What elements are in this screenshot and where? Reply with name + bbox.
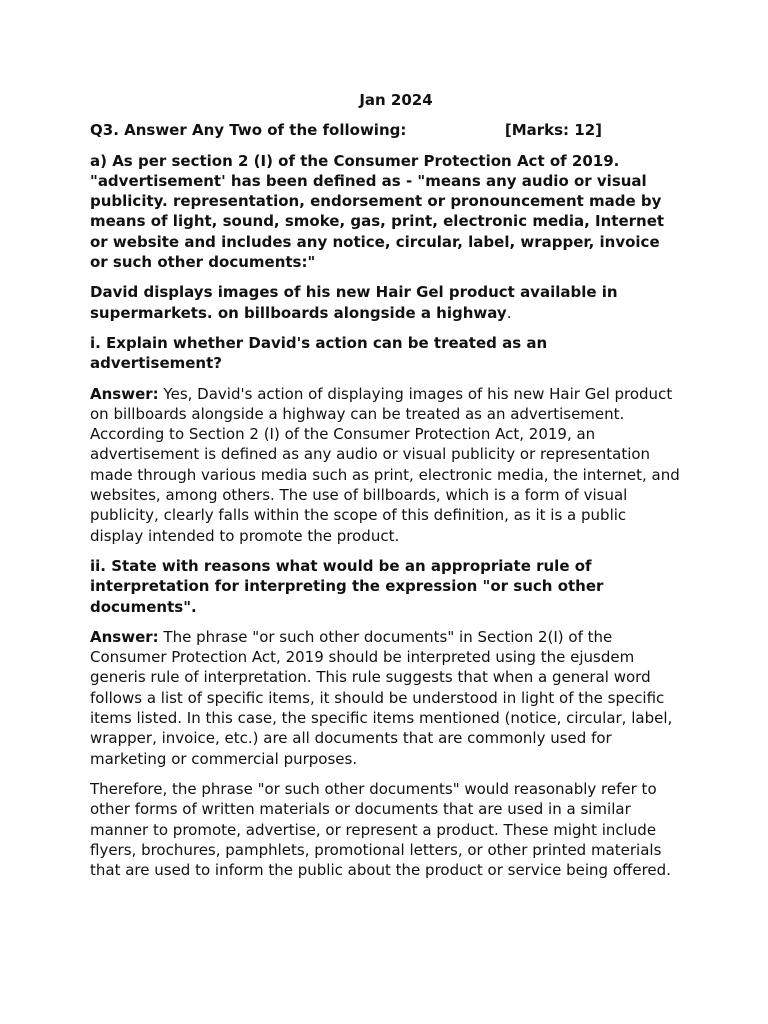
scenario-end: . <box>506 303 512 322</box>
answer-i <box>90 384 682 546</box>
document-page <box>90 90 682 890</box>
answer-ii-conclusion: Therefore, the phrase "or such other documents" would reasonably refer to other forms of written materials or documents that are used in a similar manner to promote, advertise, or represent a product. These might include flyers, brochures, pamphlets, promotional letters, or other printed materials that are used to inform the public about the product or service being offered. <box>90 779 671 880</box>
page-title: Jan 2024 <box>359 91 433 109</box>
answer-ii-label: Answer: <box>90 627 159 646</box>
part-a-scenario <box>90 282 682 323</box>
question-header <box>90 120 682 140</box>
sub-question-i: i. Explain whether David's action can be treated as an advertisement? <box>90 333 548 373</box>
answer-ii-text: The phrase "or such other documents" in Section 2(I) of the Consumer Protection Act, 2019 should be interpreted using the ejusdem generis rule of interpretation. This rule suggests that when a general word follows a list of specific items, it should be understood in light of the specific items listed. In this case, the specific items mentioned (notice, circular, label, wrapper, invoice, etc.) are all documents that are commonly used for marketing or commercial purposes. <box>90 627 673 768</box>
question-marks: [Marks: 12] <box>504 121 602 140</box>
question-text: Q3. Answer Any Two of the following: <box>90 121 407 140</box>
sub-question-ii: ii. State with reasons what would be an appropriate rule of interpretation for interpreting the expression "or such other documents". <box>90 556 604 616</box>
answer-ii <box>90 627 682 769</box>
part-a-intro: a) As per section 2 (I) of the Consumer Protection Act of 2019. "advertisement' has been defined as - "means any audio or visual publicity. representation, endorsement or pronouncement made by means of light, sound, smoke, gas, print, electronic media, Internet or website and includes any notice, circular, label, wrapper, invoice or such other documents:" <box>90 151 665 272</box>
answer-i-label: Answer: <box>90 384 159 403</box>
scenario-text: David displays images of his new Hair Gel product available in supermarkets. on billboards alongside a highway <box>90 283 618 322</box>
answer-i-text: Yes, David's action of displaying images of his new Hair Gel product on billboards alongside a highway can be treated as an advertisement. According to Section 2 (I) of the Consumer Protection Act, 2019, an advertisement is defined as any audio or visual publicity or representation made through various media such as print, electronic media, the internet, and websites, among others. The use of billboards, which is a form of visual publicity, clearly falls within the scope of this definition, as it is a public display intended to promote the product. <box>90 384 680 545</box>
